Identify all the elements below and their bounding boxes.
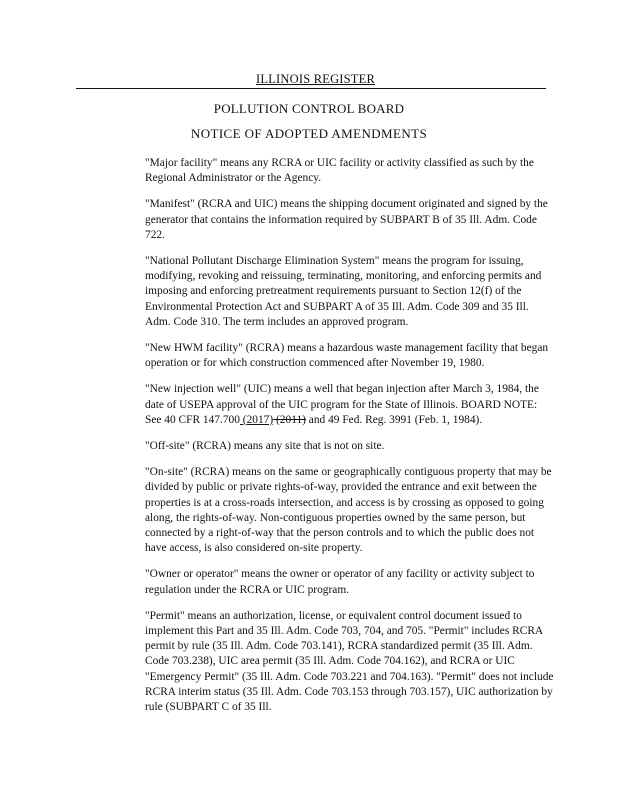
definition-new-hwm-facility: "New HWM facility" (RCRA) means a hazardous waste management facility that began operation or for which construction commenced after November 19, 1980. [145,342,549,370]
new-injection-text: "New injection well" (UIC) means a well that began injection after March 3, 1984, the date of USEPA approval of the UIC program for the State of Illinois. BOARD NOTE: See 40 CFR 147.700 [145,383,539,426]
notice-title: NOTICE OF ADOPTED AMENDMENTS [190,126,428,141]
definition-major-facility: "Major facility" means any RCRA or UIC facility or activity classified as such by the Regional Administrator or the Agency. [145,157,534,185]
register-title-text: ILLINOIS REGISTER [256,72,376,86]
definition-on-site: "On-site" (RCRA) means on the same or geographically contiguous property that may be divided by public or private rights-of-way, provided the entrance and exit between the properties is at a cross-roads intersection, and access is by crossing as opposed to going along, the rights-of-way. Non-contiguous properties owned by the same person, but connected by a right-of-way that the person controls and to which the public does not have access, is also considered on-site property. [145,466,552,555]
inserted-text: (2017) [239,413,274,426]
document-body [145,156,555,726]
definition-new-injection-well [145,382,555,428]
definition-manifest: "Manifest" (RCRA and UIC) means the shipping document originated and signed by the generator that contains the information required by SUBPART B of 35 Ill. Adm. Code 722. [145,198,548,241]
definition-owner-operator: "Owner or operator" means the owner or operator of any facility or activity subject to regulation under the RCRA or UIC program. [145,568,535,596]
deleted-text: (2011) [273,413,306,426]
definition-permit: "Permit" means an authorization, license, or equivalent control document issued to implement this Part and 35 Ill. Adm. Code 703, 704, and 705. "Permit" includes RCRA permit by rule (35 Ill. Adm. Code 703.141), RCRA standardized permit (35 Ill. Adm. Code 703.238), UIC area permit (35 Ill. Adm. Code 704.162), and RCRA or UIC "Emergency Permit" (35 Ill. Adm. Code 703.221 and 704.163). "Permit" does not include RCRA interim status (35 Ill. Adm. Code 703.153 through 703.157), UIC authorization by rule (SUBPART C of 35 Ill. [145,609,554,714]
definition-npdes: "National Pollutant Discharge Elimination System" means the program for issuing, modifying, revoking and reissuing, terminating, monitoring, and enforcing permits and imposing and enforcing pretreatment requirements pursuant to Section 12(f) of the Environmental Protection Act and SUBPART A of 35 Ill. Adm. Code 309 and 35 Ill. Adm. Code 310. The term includes an approved program. [145,255,542,328]
register-title [256,72,375,87]
header-rule [76,88,546,89]
definition-off-site: "Off-site" (RCRA) means any site that is not on site. [145,440,385,453]
board-title: POLLUTION CONTROL BOARD [213,101,405,116]
register-header [76,72,546,89]
new-injection-text-end: and 49 Fed. Reg. 3991 (Feb. 1, 1984). [305,413,483,426]
